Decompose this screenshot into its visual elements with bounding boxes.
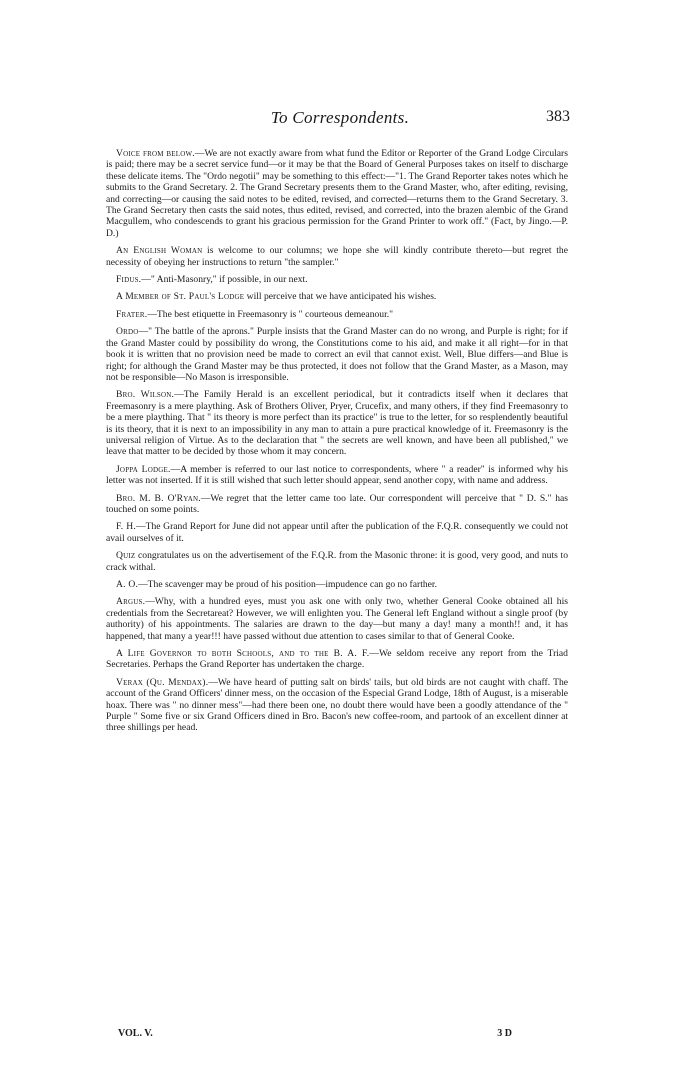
notice-paragraph bbox=[106, 579, 568, 590]
notice-paragraph bbox=[106, 389, 568, 457]
notice-paragraph bbox=[106, 274, 568, 285]
notice-text: —We are not exactly aware from what fund the Editor or Reporter of the Grand Lodge Circulars is paid; there may be a secret service fund—or it may be that the Board of General Purposes takes on itself to discharge these delicate items. The "Ordo negotii" may be something to this effect:—"1. The Grand Reporter takes notes which he submits to the Grand Secretary. 2. The Grand Secretary presents them to the Grand Master, who, after editing, revising, and correcting—or causing the said notes to be edited, revised, and corrected—returns them to the Grand Secretary. 3. The Grand Secretary then casts the said notes, thus edited, revised, and corrected, into the brazen alembic of the Grand Macgullem, who condescends to grant his gracious permission for the Grand Printer to work off." (Fact, by Jingo.—P. D.) bbox=[106, 148, 568, 239]
notice-paragraph bbox=[106, 596, 568, 642]
notice-text: —The best etiquette in Freemasonry is " courteous demeanour." bbox=[147, 308, 394, 320]
notice-lead: F. H. bbox=[116, 521, 136, 533]
notice-lead: An English Woman bbox=[116, 245, 203, 257]
notice-lead: Joppa Lodge. bbox=[116, 463, 171, 475]
notice-paragraph bbox=[106, 464, 568, 487]
notice-paragraph bbox=[106, 148, 568, 239]
notice-lead: Bro. M. B. O'Ryan. bbox=[116, 492, 201, 504]
notice-lead: A Member of St. Paul's Lodge bbox=[116, 291, 245, 303]
page-number: 383 bbox=[546, 108, 570, 125]
notice-text: —Why, with a hundred eyes, must you ask one with only two, whether General Cooke obtained all his credentials from the Secretareat? However, we will enlighten you. The General left England without a single proof (by authority) of his appointments. The salaries are drawn to the day—but many a day! many a month!! and, it has happened, that many a year!!! have passed without due attention to cases similar to that of General Cooke. bbox=[106, 596, 568, 642]
notice-paragraph bbox=[106, 677, 568, 734]
notice-lead: Argus. bbox=[116, 596, 146, 608]
notice-text: will perceive that we have anticipated his wishes. bbox=[244, 291, 437, 303]
notice-lead: A. O. bbox=[116, 579, 139, 590]
notice-paragraph bbox=[106, 291, 568, 302]
notice-paragraph bbox=[106, 326, 568, 383]
notice-paragraph bbox=[106, 245, 568, 268]
notice-lead: A Life Governor to both Schools, and to the B. A. F. bbox=[116, 648, 370, 660]
notice-paragraph bbox=[106, 309, 568, 320]
notice-text: congratulates us on the advertisement of the F.Q.R. from the Masonic throne: it is good, very good, and nuts to crack withal. bbox=[106, 550, 568, 573]
notice-text: —We regret that the letter came too late. Our correspondent will perceive that " D. S." has touched on some points. bbox=[106, 492, 568, 515]
notice-text: is welcome to our columns; we hope she will kindly contribute thereto—but regret the necessity of obeying her instructions to return "the sampler." bbox=[106, 245, 568, 268]
notice-paragraph bbox=[106, 550, 568, 573]
notice-lead: Voice from below. bbox=[116, 148, 195, 159]
notice-paragraph bbox=[106, 493, 568, 516]
notice-lead: Quiz bbox=[116, 550, 136, 562]
notice-lead: Bro. Wilson. bbox=[116, 389, 175, 401]
volume-label: VOL. V. bbox=[118, 1028, 153, 1039]
correspondents-column bbox=[106, 148, 568, 740]
notice-text: —The scavenger may be proud of his position—impudence can go no farther. bbox=[138, 579, 437, 590]
notice-lead: Fidus. bbox=[116, 274, 142, 286]
notice-text: —The Family Herald is an excellent periodical, but it contradicts itself when it declares that Freemasonry is a mere plaything. Ask of Brothers Oliver, Pryer, Crucefix, and many others, if they find Freemasonry to be a mere plaything. That " its theory is more perfect than its practice" is true to the letter, for so resplendently beautiful is its theory, that it is next to an impossibility in any man to attain a pure practical knowledge of it. Freemasonry is the universal religion of Virtue. As to the declaration that " the secrets are well known, and have been all published," we leave that matter to be decided by those whom it may concern. bbox=[106, 389, 568, 458]
notice-text: —" Anti-Masonry," if possible, in our next. bbox=[141, 274, 308, 286]
signature-mark: 3 D bbox=[497, 1028, 512, 1039]
notice-paragraph bbox=[106, 521, 568, 544]
running-title: To Correspondents. bbox=[270, 108, 410, 127]
notice-lead: Ordo bbox=[116, 326, 139, 338]
running-header bbox=[110, 108, 570, 130]
notice-paragraph bbox=[106, 648, 568, 671]
notice-text: —We have heard of putting salt on birds' tails, but old birds are not caught with chaff. The account of the Grand Officers' dinner mess, on the occasion of the Especial Grand Lodge, 18th of August, is a miserable hoax. There was " no dinner mess"—had there been one, no doubt there would have been a goodly attendance of the " Purple " Some five or six Grand Officers dined in Bro. Bacon's new coffee-room, and partook of an excellent dinner at three shillings per head. bbox=[106, 676, 568, 734]
page-footer bbox=[118, 1028, 512, 1042]
notice-text: —We seldom receive any report from the Triad Secretaries. Perhaps the Grand Reporter has undertaken the charge. bbox=[106, 648, 568, 671]
notice-lead: Frater. bbox=[116, 308, 148, 320]
notice-lead: Verax (Qu. Mendax). bbox=[116, 676, 209, 688]
notice-text: —The Grand Report for June did not appear until after the publication of the F.Q.R. consequently we could not avail ourselves of it. bbox=[106, 521, 568, 544]
notice-text: —A member is referred to our last notice to correspondents, where " a reader" is informed why his letter was not inserted. If it is still wished that such letter should appear, send another copy, with name and address. bbox=[106, 463, 568, 487]
notice-text: —" The battle of the aprons." Purple insists that the Grand Master can do no wrong, and Purple is right; for if the Grand Master could by possibility do wrong, the Constitutions come to his aid, and make it all right—for in that book it is written that no provision need be made to correct an evil that cannot exist. Well, Blue differs—and Blue is right; for although the Grand Master may be thus protected, it does not follow that the Grand Master, as a Mason, may not be responsible—No Mason is irresponsible. bbox=[106, 326, 568, 383]
